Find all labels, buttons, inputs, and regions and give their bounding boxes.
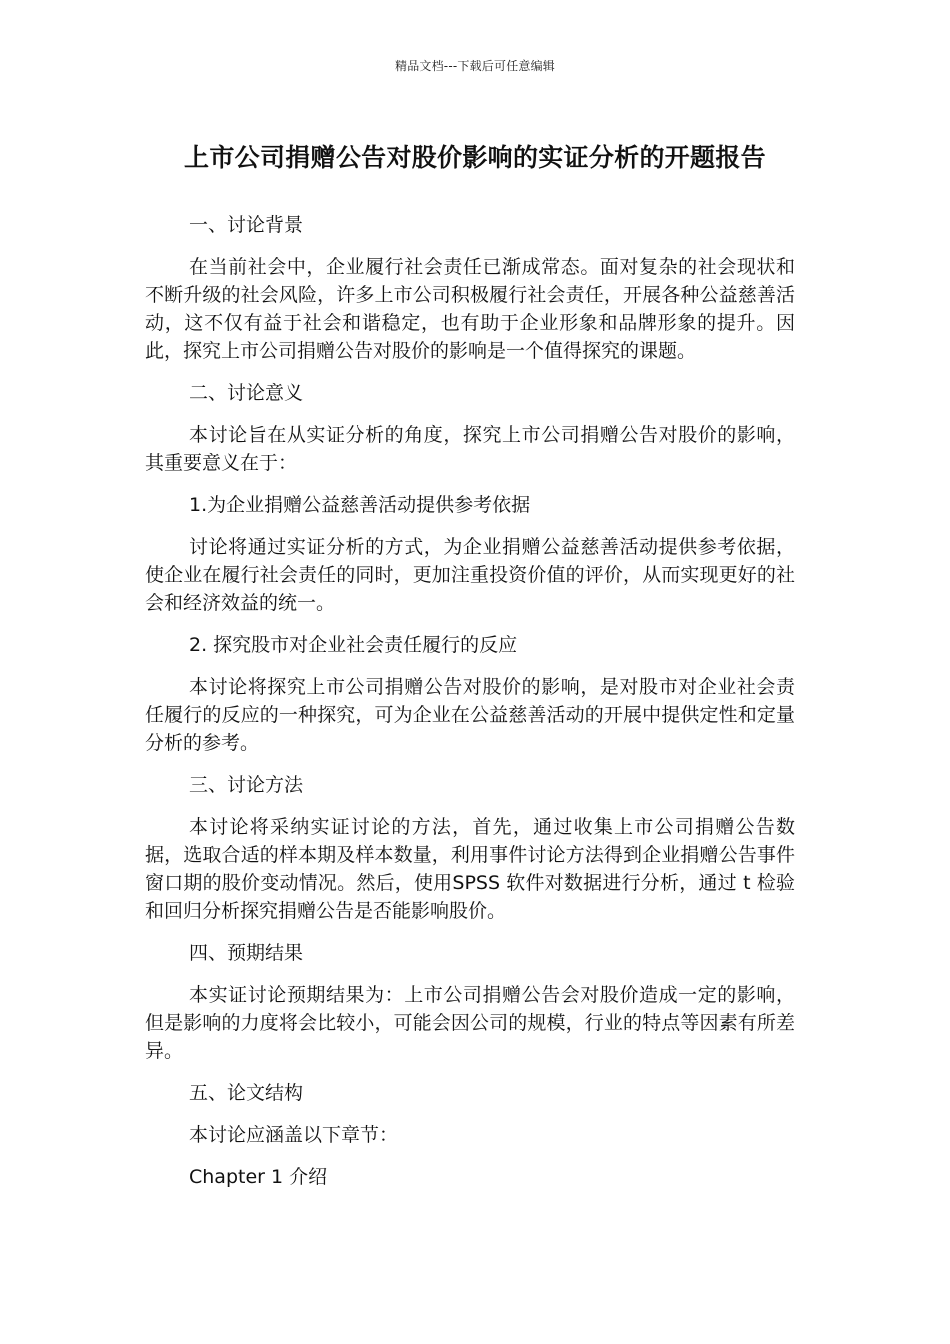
paragraph-structure-intro: 本讨论应涵盖以下章节： <box>189 1124 399 1146</box>
paragraph-reference-basis: 讨论将通过实证分析的方式，为企业捐赠公益慈善活动提供参考依据，使企业在履行社会责任的同时，更加注重投资价值的评价，从而实现更好的社会和经济效益的统一。 <box>145 536 795 614</box>
document-title: 上市公司捐赠公告对股价影响的实证分析的开题报告 <box>184 143 766 172</box>
section-heading-structure: 五、论文结构 <box>189 1082 304 1104</box>
document-body <box>145 211 795 1205</box>
section-heading-method: 三、讨论方法 <box>189 774 304 796</box>
section-heading-background: 一、讨论背景 <box>189 214 304 236</box>
paragraph-background: 在当前社会中，企业履行社会责任已渐成常态。面对复杂的社会现状和不断升级的社会风险，许多上市公司积极履行社会责任，开展各种公益慈善活动，这不仅有益于社会和谐稳定，也有助于企业形象和品牌形象的提升。因此，探究上市公司捐赠公告对股价的影响是一个值得探究的课题。 <box>145 256 795 362</box>
subheading-reference-basis: 1.为企业捐赠公益慈善活动提供参考依据 <box>189 494 531 516</box>
paragraph-method: 本讨论将采纳实证讨论的方法，首先，通过收集上市公司捐赠公告数据，选取合适的样本期及样本数量，利用事件讨论方法得到企业捐赠公告事件窗口期的股价变动情况。然后，使用SPSS 软件对数据进行分析，通过 t 检验和回归分析探究捐赠公告是否能影响股价。 <box>145 816 795 922</box>
section-heading-significance: 二、讨论意义 <box>189 382 304 404</box>
paragraph-market-reaction: 本讨论将探究上市公司捐赠公告对股价的影响，是对股市对企业社会责任履行的反应的一种探究，可为企业在公益慈善活动的开展中提供定性和定量分析的参考。 <box>145 676 795 754</box>
section-heading-expected-results: 四、预期结果 <box>189 942 304 964</box>
paragraph-expected-results: 本实证讨论预期结果为：上市公司捐赠公告会对股价造成一定的影响，但是影响的力度将会比较小，可能会因公司的规模，行业的特点等因素有所差异。 <box>145 984 795 1062</box>
paragraph-significance: 本讨论旨在从实证分析的角度，探究上市公司捐赠公告对股价的影响，其重要意义在于： <box>145 424 795 474</box>
chapter-list-item: Chapter 1 介绍 <box>189 1166 328 1188</box>
page-header: 精品文档---下载后可任意编辑 <box>395 59 555 73</box>
subheading-market-reaction: 2. 探究股市对企业社会责任履行的反应 <box>189 634 518 656</box>
